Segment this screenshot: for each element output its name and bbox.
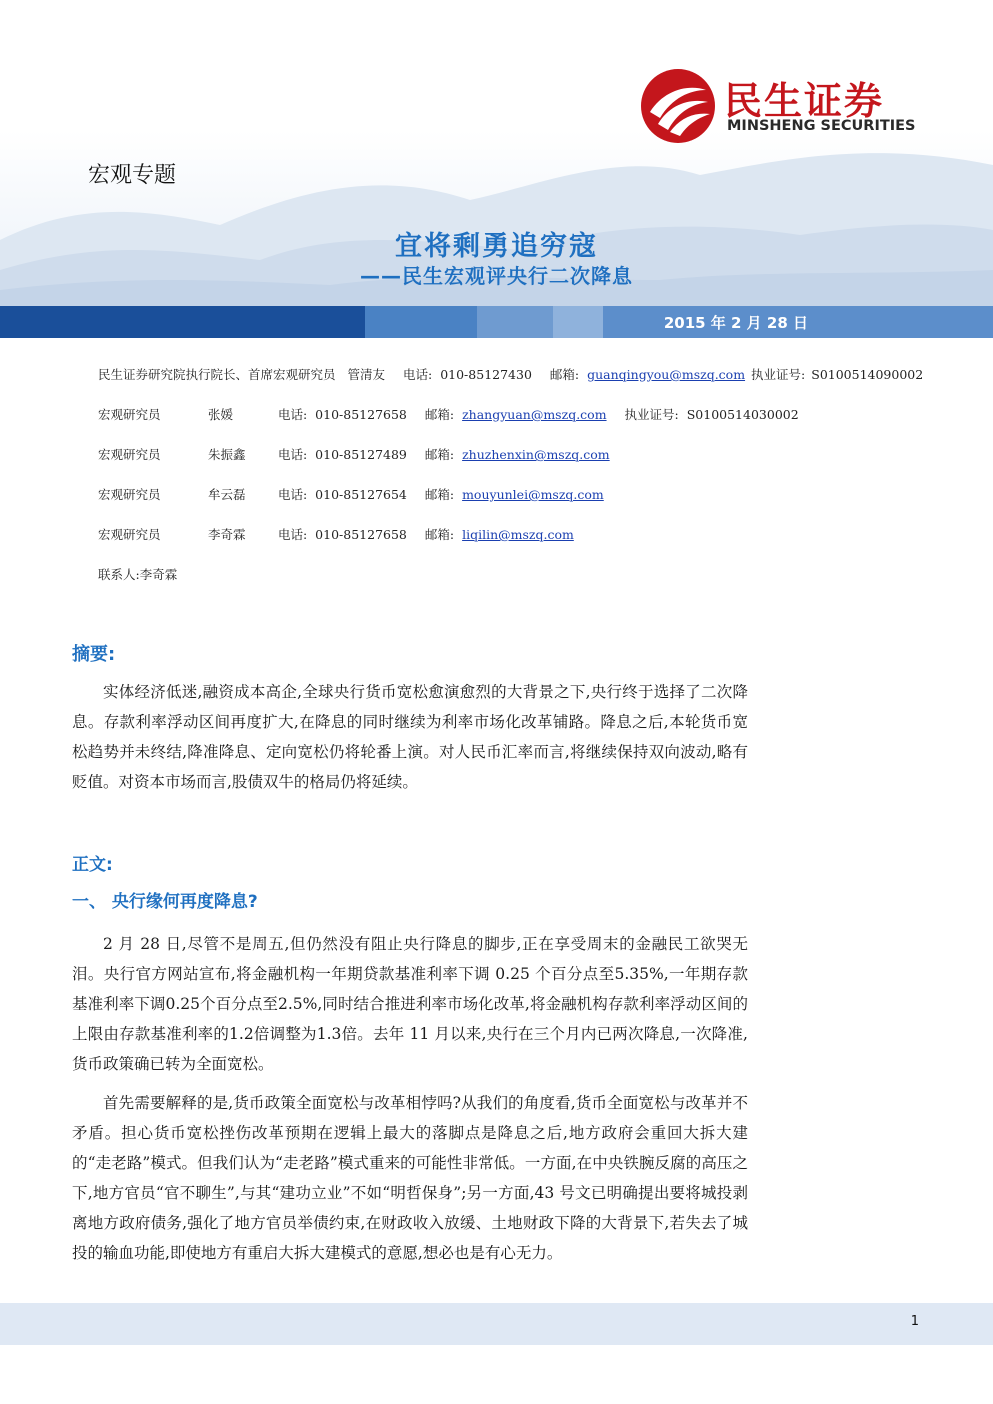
author-phone: 010-85127430 <box>440 367 532 382</box>
author-row <box>98 405 799 423</box>
author-phone: 010-85127658 <box>315 527 407 542</box>
author-role: 民生证券研究院执行院长、首席宏观研究员 <box>98 367 336 382</box>
logo-chinese-name: 民生证券 <box>724 79 885 123</box>
report-date: 2015 年 2 月 28 日 <box>663 314 808 332</box>
logo-english-name: MINSHENG SECURITIES <box>727 118 916 134</box>
author-phone: 010-85127489 <box>315 447 407 462</box>
report-title: 宜将剩勇追穷寇 <box>395 231 598 262</box>
body-heading: 正文: <box>72 855 113 875</box>
body-paragraph: 2 月 28 日,尽管不是周五,但仍然没有阻止央行降息的脚步,正在享受周末的金融民工欲哭无泪。央行官方网站宣布,将金融机构一年期贷款基准利率下调 0.25 个百分点至5.35%,一年期存款基准利率下调0.25个百分点至2.5%,同时结合推进利率市场化改革,将金融机构存款利率浮动区间的上限由存款基准利率的1.2倍调整为1.3倍。去年 11 月以来,央行在三个月内已两次降息,一次降准,货币政策确已转为全面宽松。 <box>72 935 748 1073</box>
abstract-paragraph: 实体经济低迷,融资成本高企,全球央行货币宽松愈演愈烈的大背景之下,央行终于选择了二次降息。存款利率浮动区间再度扩大,在降息的同时继续为利率市场化改革铺路。降息之后,本轮货币宽松趋势并未终结,降准降息、定向宽松仍将轮番上演。对人民币汇率而言,将继续保持双向波动,略有贬值。对资本市场而言,股债双牛的格局仍将延续。 <box>72 683 748 791</box>
author-cert: S0100514090002 <box>811 367 924 382</box>
author-email-link[interactable]: zhuzhenxin@mszq.com <box>462 447 610 462</box>
author-row <box>98 525 574 543</box>
report-category: 宏观专题 <box>88 163 177 188</box>
phone-label: 电话: <box>403 367 433 382</box>
author-row <box>98 445 610 463</box>
phone-label: 电话: <box>277 447 308 462</box>
author-email-link[interactable]: zhangyuan@mszq.com <box>462 407 607 422</box>
report-subtitle: ——民生宏观评央行二次降息 <box>360 264 633 288</box>
author-name: 牟云磊 <box>207 487 246 502</box>
author-name: 张媛 <box>207 407 233 422</box>
page-number: 1 <box>910 1314 919 1329</box>
author-name: 李奇霖 <box>207 527 246 542</box>
author-name: 管清友 <box>347 367 386 382</box>
author-role: 宏观研究员 <box>98 407 161 422</box>
minsheng-logo-icon <box>640 68 716 144</box>
author-row <box>98 365 923 383</box>
author-row <box>98 485 604 503</box>
date-band <box>0 306 993 338</box>
abstract-heading: 摘要: <box>72 644 116 665</box>
cert-label: 执业证号: <box>751 367 806 382</box>
author-phone: 010-85127658 <box>315 407 407 422</box>
author-name: 朱振鑫 <box>207 447 246 462</box>
author-email-link[interactable]: liqilin@mszq.com <box>462 527 574 542</box>
phone-label: 电话: <box>277 487 308 502</box>
contact-person: 联系人:李奇霖 <box>98 567 178 582</box>
email-label: 邮箱: <box>424 487 455 502</box>
author-email-link[interactable]: guanqingyou@mszq.com <box>587 367 746 382</box>
body-paragraph: 首先需要解释的是,货币政策全面宽松与改革相悖吗?从我们的角度看,货币全面宽松与改革并不矛盾。担心货币宽松挫伤改革预期在逻辑上最大的落脚点是降息之后,地方政府会重回大拆大建的“走老路”模式。但我们认为“走老路”模式重来的可能性非常低。一方面,在中央铁腕反腐的高压之下,地方官员“官不聊生”,与其“建功立业”不如“明哲保身”;另一方面,43 号文已明确提出要将城投剥离地方政府债务,强化了地方官员举债约束,在财政收入放缓、土地财政下降的大背景下,若失去了城投的输血功能,即使地方有重启大拆大建模式的意愿,想必也是有心无力。 <box>72 1094 748 1262</box>
author-email-link[interactable]: mouyunlei@mszq.com <box>462 487 604 502</box>
page-footer <box>0 1303 993 1345</box>
cert-label: 执业证号: <box>624 407 679 422</box>
section-heading: 一、 央行缘何再度降息? <box>72 892 258 912</box>
author-role: 宏观研究员 <box>98 487 161 502</box>
author-role: 宏观研究员 <box>98 447 161 462</box>
phone-label: 电话: <box>277 527 308 542</box>
author-phone: 010-85127654 <box>315 487 407 502</box>
author-cert: S0100514030002 <box>686 407 799 422</box>
phone-label: 电话: <box>277 407 308 422</box>
email-label: 邮箱: <box>424 407 455 422</box>
author-role: 宏观研究员 <box>98 527 161 542</box>
email-label: 邮箱: <box>424 447 455 462</box>
email-label: 邮箱: <box>549 367 580 382</box>
email-label: 邮箱: <box>424 527 455 542</box>
